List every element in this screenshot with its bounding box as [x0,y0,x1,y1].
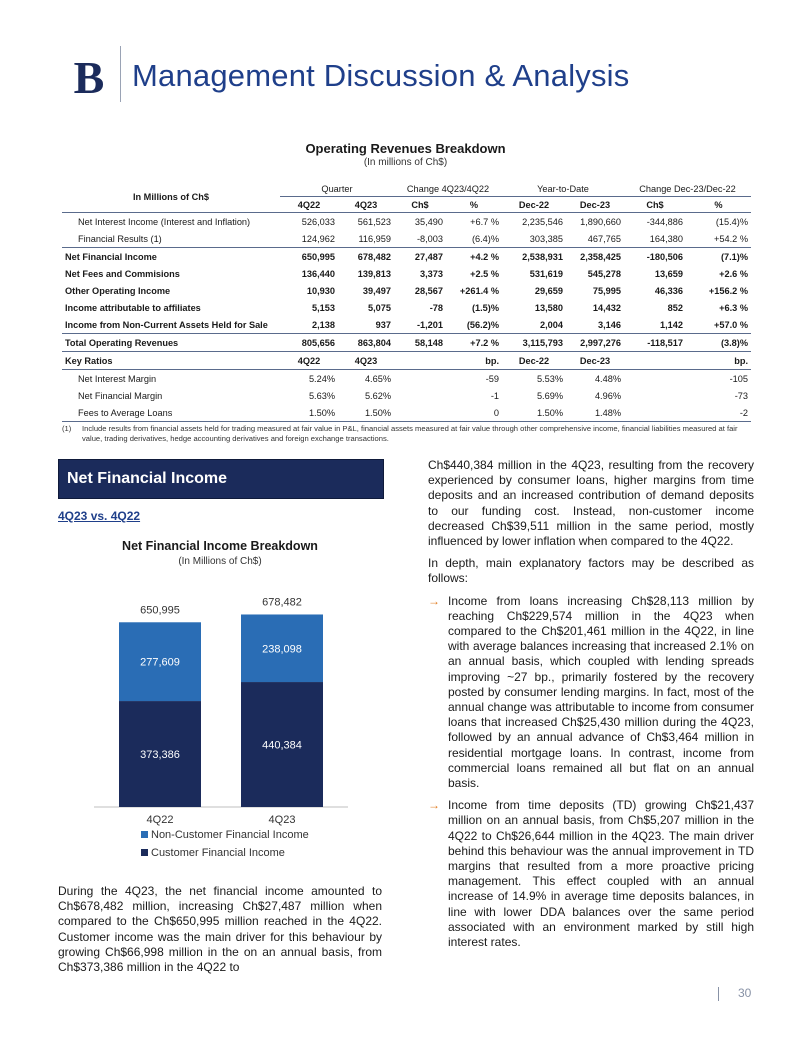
legend-swatch [141,849,148,856]
table-cell: 5.63% [308,390,335,401]
table-row [62,316,751,334]
table-cell: 35,490 [414,216,443,227]
table-cell: 4.48% [594,373,621,384]
table-body [62,181,751,422]
page-title: Management Discussion & Analysis [132,58,630,93]
empty-cell [394,352,446,370]
column-header: 4Q23 [338,352,394,370]
title-divider [120,46,121,102]
table-cell: +2.5 % [470,268,499,279]
table-cell: 1.50% [338,404,394,422]
row-label: Net Interest Margin [78,373,157,384]
bullet-item [428,594,754,792]
table-cell: 28,567 [414,285,443,296]
table-cell: 805,656 [280,334,338,352]
table-cell: -78 [429,302,443,313]
table-cell: +2.6 % [719,268,748,279]
total-label: 678,482 [262,596,302,609]
legend-entry: Non-Customer Financial Income [151,829,309,841]
column-header: % [446,197,502,213]
table-cell: (3.8)% [686,334,751,352]
column-header: Key Ratios [62,352,280,370]
table-cell: 561,523 [357,216,391,227]
bank-logo [66,52,112,100]
table-cell: -105 [729,373,748,384]
table-cell: 3,373 [420,268,443,279]
empty-cell [394,370,446,388]
table-cell: +57.0 % [686,316,751,334]
row-label: Total Operating Revenues [62,334,280,352]
chart-subtitle: (In Millions of Ch$) [178,556,262,567]
table-row [62,213,751,231]
row-label: Net Financial Margin [78,390,163,401]
page-number: 30 [738,986,752,1000]
chart-title: Net Financial Income Breakdown [122,539,318,553]
table-cell: -2 [686,404,751,422]
column-header: Dec-23 [566,197,624,213]
table-cell: 2,235,546 [522,216,563,227]
bullet-item [428,798,754,950]
body-column-right [428,458,754,957]
table-title: Operating Revenues Breakdown [305,141,506,156]
table-cell: 526,033 [301,216,335,227]
column-header: Dec-22 [502,352,566,370]
group-header: Year-to-Date [502,181,624,197]
table-cell: (15.4)% [715,216,748,227]
table-cell: 75,995 [592,285,621,296]
table-cell: 5.53% [536,373,563,384]
table-cell: 1,142 [624,316,686,334]
row-label: Fees to Average Loans [62,404,280,422]
column-header: % [686,197,751,213]
table-cell: -1 [490,390,499,401]
row-label: Income attributable to affiliates [65,302,201,313]
table-cell: 937 [338,316,394,334]
table-cell: +6.7 % [470,216,499,227]
table-cell: (7.1)% [686,248,751,266]
table-cell: 2,538,931 [502,248,566,266]
legend-swatch [141,831,148,838]
units-label: In Millions of Ch$ [62,181,280,213]
column-header: 4Q22 [280,197,338,213]
table-cell: 164,380 [649,233,683,244]
paragraph: In depth, main explanatory factors may be described as follows: [428,556,754,586]
arrow-right-icon: → [428,593,440,608]
table-row [62,265,751,282]
column-header: 4Q22 [280,352,338,370]
paragraph: Ch$440,384 million in the 4Q23, resulting from the recovery experienced by consumer loans, higher margins from time deposits and an increased contribution of demand deposits to our funding cost. Instead, non-customer income decreased Ch$39,511 million in the same period, mostly influenced by lower inflation when compared to the 4Q22. [428,458,754,549]
table-cell: +156.2 % [708,285,748,296]
table-cell: 3,115,793 [502,334,566,352]
table-cell: 58,148 [394,334,446,352]
body-paragraph-left: During the 4Q23, the net financial income amounted to Ch$678,482 million, increasing Ch$27,487 million when compared to the Ch$650,995 million reached in the 4Q22. Customer income was the main driver for this behaviour by growing Ch$66,998 million in the on an annual basis, from Ch$373,386 million in the 4Q22 to [58,884,382,975]
tick-label: 4Q23 [268,814,296,826]
table-cell: 852 [667,302,683,313]
table-cell: 5.24% [308,373,335,384]
table-cell: -180,506 [624,248,686,266]
table-cell: 124,962 [301,233,335,244]
footnote-number: (1) [62,424,72,433]
table-cell: 139,813 [357,268,391,279]
table-subtitle: (In millions of Ch$) [363,157,448,168]
footnote-text: Include results from financial assets held for trading measured at fair value in P&L, financial assets measured at fair value through other comprehensive income, financial liabilities measured at fair value, trading derivatives, hedge accounting derivatives and foreign exchange transactions. [82,424,738,443]
section-subtitle: 4Q23 vs. 4Q22 [58,509,141,523]
ratio-row [62,370,751,388]
table-cell: +6.3 % [719,302,748,313]
key-ratios-header-row [62,352,751,370]
table-row [62,334,751,352]
table-cell: 4.96% [594,390,621,401]
table-row [62,282,751,299]
empty-cell [394,387,446,404]
table-cell: 3,146 [566,316,624,334]
table-cell: 863,804 [338,334,394,352]
row-label: Net Interest Income (Interest and Inflation) [78,216,251,227]
table-cell: 467,765 [587,233,621,244]
table-cell: 46,336 [654,285,683,296]
table-cell: +54.2 % [714,233,748,244]
column-header: Dec-22 [502,197,566,213]
group-header-row [62,181,751,197]
column-header: 4Q23 [338,197,394,213]
table-cell: -118,517 [624,334,686,352]
table-row [62,230,751,248]
empty-cell [394,404,446,422]
table-cell: 1.48% [566,404,624,422]
operating-revenues-table [62,181,751,422]
table-cell: (56.2)% [446,316,502,334]
table-cell: 678,482 [338,248,394,266]
total-label: 650,995 [140,604,180,617]
data-label: 440,384 [262,739,302,752]
row-label: Net Financial Income [62,248,280,266]
table-cell: (1.5)% [471,302,499,313]
ratio-row [62,387,751,404]
row-label: Net Fees and Commisions [65,268,180,279]
table-cell: 1.50% [280,404,338,422]
data-label: 238,098 [262,643,302,656]
table-cell: (6.4)% [471,233,499,244]
table-cell: 2,138 [280,316,338,334]
empty-cell [624,387,686,404]
tick-label: 4Q22 [146,814,174,826]
table-cell: 39,497 [362,285,391,296]
table-cell: 1,890,660 [580,216,621,227]
table-cell: 5,153 [312,302,335,313]
table-cell: 29,659 [534,285,563,296]
table-cell: +261.4 % [459,285,499,296]
empty-cell [624,352,686,370]
table-cell: 2,997,276 [566,334,624,352]
table-cell: 4.65% [364,373,391,384]
column-header: Ch$ [394,197,446,213]
group-header: Quarter [280,181,394,197]
section-header [58,459,384,499]
group-header: Change Dec-23/Dec-22 [624,181,751,197]
logo-letter: B [73,52,105,100]
table-cell: 27,487 [394,248,446,266]
table-cell: 5.69% [536,390,563,401]
table-cell: 2,004 [502,316,566,334]
table-row [62,248,751,266]
page-number-divider [718,987,719,1001]
table-cell: -344,886 [646,216,683,227]
table-cell: 136,440 [301,268,335,279]
stacked-bar-chart [58,580,382,880]
table-cell: -1,201 [394,316,446,334]
table-cell: 303,385 [529,233,563,244]
column-header: Dec-23 [566,352,624,370]
bullet-text: Income from loans increasing Ch$28,113 million by reaching Ch$229,574 million in the 4Q23 when compared to the Ch$201,461 million in the 4Q22, in line with average balances increasing that increased 2.1% on an annual basis, which coupled with lending spreads improving ~27 bp., primarily fostered by the recovery posted by consumer lending margins. In fact, most of the annual change was attributable to income from consumer loans that increased Ch$25,430 million during the 4Q23, followed by an annual advance of Ch$3,464 million in residential mortgage loans. In contrast, income from commercial loans remained all but flat on an annual basis. [448,593,754,791]
empty-cell [624,370,686,388]
table-row [62,299,751,316]
data-label: 373,386 [140,749,180,762]
table-cell: 13,580 [534,302,563,313]
ratio-row [62,404,751,422]
data-label: 277,609 [140,656,180,669]
table-cell: +4.2 % [446,248,502,266]
column-header: bp. [446,352,502,370]
legend-entry: Customer Financial Income [151,847,285,859]
table-cell: +7.2 % [446,334,502,352]
table-cell: 0 [446,404,502,422]
arrow-right-icon: → [428,798,440,813]
table-cell: 1.50% [502,404,566,422]
table-cell: 14,432 [592,302,621,313]
row-label: Income from Non-Current Assets Held for Sale [62,316,280,334]
row-label: Other Operating Income [65,285,171,296]
bullet-text: Income from time deposits (TD) growing Ch$21,437 million on an annual basis, from Ch$5,207 million in the 4Q22 to Ch$26,644 million in the 4Q23. The main driver behind this behaviour was the annual improvement in TD margins that resulted from a more proactive pricing management. This effect coupled with an annual increase of 14.9% in average time deposits balances, in line with lower DDA balances over the same period associated with an environment marked by still high interest rates. [448,798,754,950]
table-cell: 116,959 [358,233,391,244]
table-cell: 5.62% [364,390,391,401]
table-cell: 650,995 [280,248,338,266]
table-cell: -73 [734,390,748,401]
group-header: Change 4Q23/4Q22 [394,181,502,197]
table-cell: 13,659 [654,268,683,279]
table-cell: 545,278 [587,268,621,279]
table-cell: -59 [485,373,499,384]
table-cell: 5,075 [368,302,391,313]
column-header: bp. [686,352,751,370]
table-cell: 531,619 [529,268,563,279]
row-label: Financial Results (1) [78,233,162,244]
table-cell: -8,003 [416,233,443,244]
empty-cell [624,404,686,422]
table-footnote [62,424,752,444]
column-header: Ch$ [624,197,686,213]
section-title: Net Financial Income [67,470,228,487]
table-cell: 2,358,425 [566,248,624,266]
table-cell: 10,930 [306,285,335,296]
